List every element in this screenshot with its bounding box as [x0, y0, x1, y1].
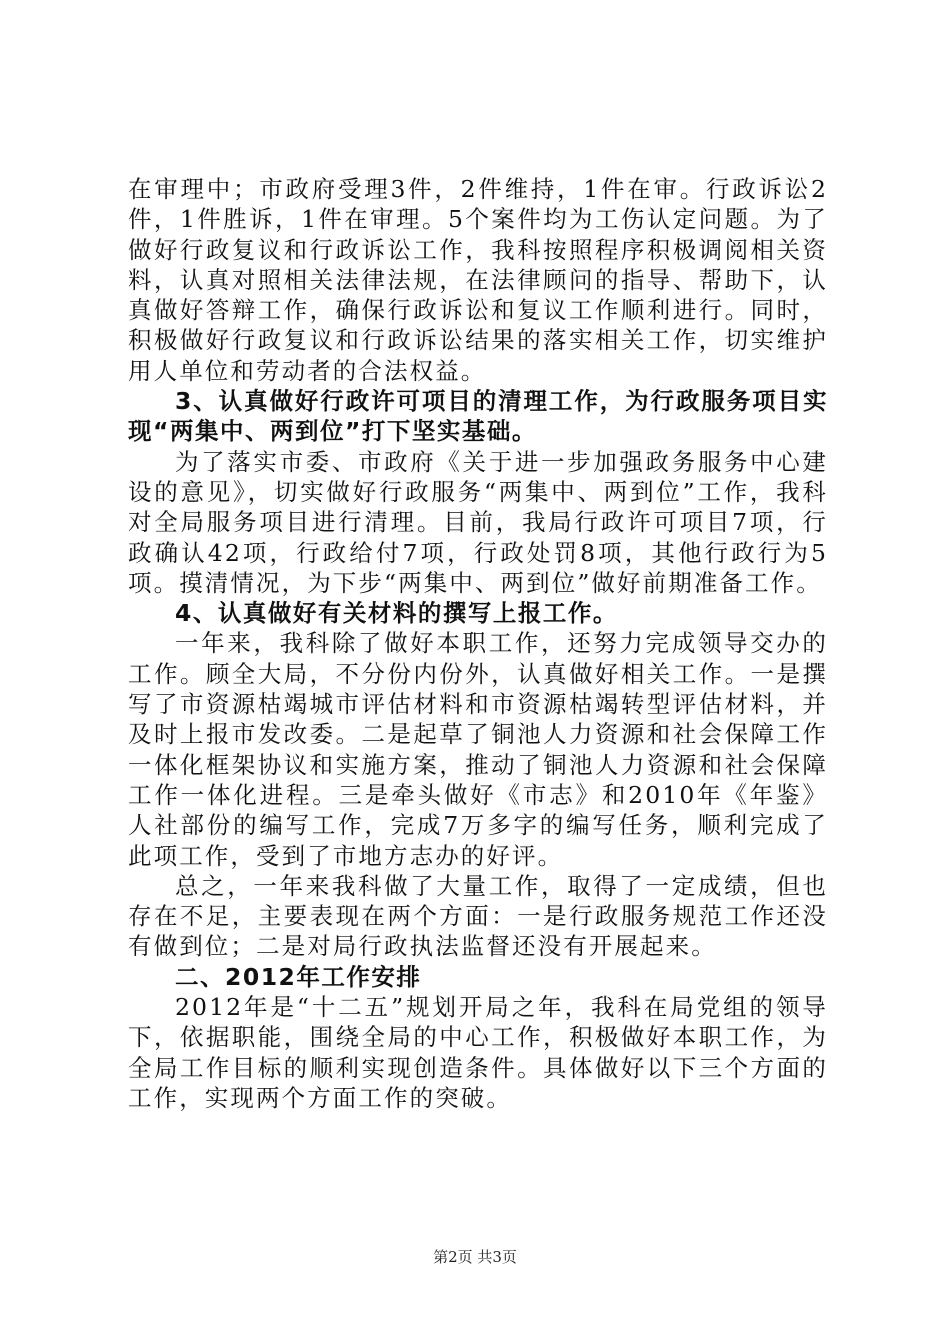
heading-item-3: 3、认真做好行政许可项目的清理工作，为行政服务项目实现“两集中、两到位”打下坚实基础。: [128, 387, 828, 446]
paragraph-service-items: 为了落实市委、市政府《关于进一步加强政务服务中心建设的意见》，切实做好行政服务“两集中、两到位”工作，我科对全局服务项目进行清理。目前，我局行政许可项目7项，行政确认42项，行政给付7项，行政处罚8项，其他行政行为5项。摸清情况，为下步“两集中、两到位”做好前期准备工作。: [128, 447, 828, 597]
paragraph-admin-review: 在审理中；市政府受理3件，2件维持，1件在审。行政诉讼2件，1件胜诉，1件在审理。5个案件均为工伤认定问题。为了做好行政复议和行政诉讼工作，我科按照程序积极调阅相关资料，认真对照相关法律法规，在法律顾问的指导、帮助下，认真做好答辩工作，确保行政诉讼和复议工作顺利进行。同时，积极做好行政复议和行政诉讼结果的落实相关工作，切实维护用人单位和劳动者的合法权益。: [128, 175, 828, 385]
heading-2012-plan: 二、2012年工作安排: [175, 962, 422, 991]
document-body: [128, 174, 828, 1113]
page-number-footer: 第2页 共3页: [433, 1248, 517, 1266]
paragraph-summary: 总之，一年来我科做了大量工作，取得了一定成绩，但也存在不足，主要表现在两个方面：一是行政服务规范工作还没有做到位；二是对局行政执法监督还没有开展起来。: [128, 871, 828, 961]
paragraph-2012-plan: 2012年是“十二五”规划开局之年，我科在局党组的领导下，依据职能，围绕全局的中心工作，积极做好本职工作，为全局工作目标的顺利实现创造条件。具体做好以下三个方面的工作，实现两个方面工作的突破。: [128, 993, 828, 1112]
heading-item-4: 4、认真做好有关材料的撰写上报工作。: [175, 599, 618, 628]
paragraph-materials: 一年来，我科除了做好本职工作，还努力完成领导交办的工作。顾全大局，不分份内份外，认真做好相关工作。一是撰写了市资源枯竭城市评估材料和市资源枯竭转型评估材料，并及时上报市发改委。二是起草了铜池人力资源和社会保障工作一体化框架协议和实施方案，推动了铜池人力资源和社会保障工作一体化进程。三是牵头做好《市志》和2010年《年鉴》人社部份的编写工作，完成7万多字的编写任务，顺利完成了此项工作，受到了市地方志办的好评。: [128, 629, 828, 870]
